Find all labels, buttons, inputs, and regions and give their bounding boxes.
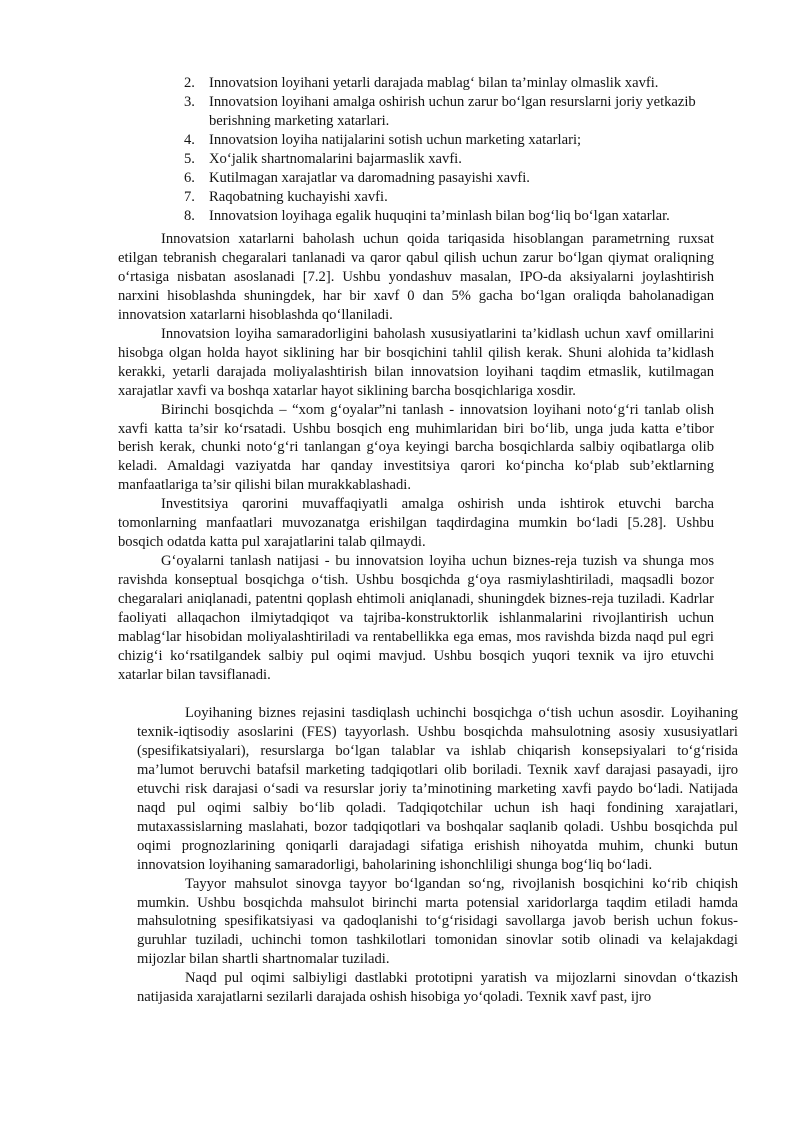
list-item-text: Innovatsion loyihaga egalik huquqini ta’minlash bilan bog‘liq bo‘lgan xatarlar. bbox=[209, 207, 670, 224]
paragraph: Tayyor mahsulot sinovga tayyor bo‘lgandan so‘ng, rivojlanish bosqichini ko‘rib chiqish mumkin. Ushbu bosqichda mahsulot birinchi marta potensial xaridorlarga taqdim etiladi hamda mahsulotning spesifikatsiyasi va qadoqlanishi to‘g‘risidagi savollarga javob berish uchun fokus-guruhlar tuziladi, uchinchi tomon tashkilotlari tomonidan sinovlar sotib olinadi va kelajakdagi mijozlar bilan shartli shartnomalar tuziladi. bbox=[137, 875, 738, 968]
body-text-block-2 bbox=[137, 704, 738, 1007]
list-item-number: 7. bbox=[184, 188, 195, 205]
list-item-number: 5. bbox=[184, 150, 195, 167]
list-item bbox=[184, 207, 754, 226]
list-item-text: Innovatsion loyiha natijalarini sotish uchun marketing xatarlari; bbox=[209, 131, 582, 148]
list-item-number: 4. bbox=[184, 131, 195, 148]
paragraph: Investitsiya qarorini muvaffaqiyatli amalga oshirish unda ishtirok etuvchi barcha tomonlarning manfaatlari muvozanatga erishilgan taqdirdagina mumkin bo‘ladi [5.28]. Ushbu bosqich odatda katta pul xarajatlarini talab qilmaydi. bbox=[118, 496, 714, 551]
list-item-number: 6. bbox=[184, 169, 195, 186]
list-item-number: 2. bbox=[184, 75, 195, 91]
list-item-text: Innovatsion loyihani yetarli darajada mablag‘ bilan ta’minlay olmaslik xavfi. bbox=[209, 75, 659, 91]
list-item bbox=[184, 93, 754, 131]
list-item-text: Raqobatning kuchayishi xavfi. bbox=[209, 188, 388, 205]
paragraph: Birinchi bosqichda – “xom g‘oyalar”ni tanlash - innovatsion loyihani noto‘g‘ri tanlab olish xavfi katta ta’sir ko‘rsatadi. Ushbu bosqich eng muhimlaridan biri bo‘lib, unga juda katta e’tibor berish kerak, chunki noto‘g‘ri tanlangan g‘oya keyingi barcha bosqichlarda salbiy oqibatlarga olib keladi. Amaldagi vaziyatda har qanday investitsiya qarori ko‘pincha ko‘plab sub’ektlarning manfaatlariga ta’sir qilishi bilan murakkablashadi. bbox=[118, 401, 714, 494]
paragraph: Innovatsion xatarlarni baholash uchun qoida tariqasida hisoblangan parametrning ruxsat etilgan tebranish chegaralari tanlanadi va qaror qabul qilish uchun zarur bo‘lgan qiymat oraliqning o‘rtasiga nisbatan asoslanadi [7.2]. Ushbu yondashuv masalan, IPO-da aksiyalarni joylashtirish narxini hisoblashda shuningdek, har bir xavf 0 dan 5% gacha bo‘lgan oraliqda baholanadigan innovatsion xatarlarni hisoblashda qo‘llaniladi. bbox=[118, 231, 714, 323]
paragraph: Loyihaning biznes rejasini tasdiqlash uchinchi bosqichga o‘tish uchun asosdir. Loyihaning texnik-iqtisodiy asoslarini (FES) tayyorlash. Ushbu bosqichda mahsulotning asosiy xususiyatlari (spesifikatsiyalari), resurslarga bo‘lgan talablar va ishlab chiqarish konsepsiyalari to‘g‘risida ma’lumot beruvchi batafsil marketing tadqiqotlari olib boriladi. Texnik xavf darajasi pasayadi, ijro etuvchi risk darajasi o‘sadi va resurslar joriy ta’minotining marketing xavfi paydo bo‘ladi. Natijada naqd pul oqimi salbiy bo‘lib qoladi. Tadqiqotchilar uchun ish haqi fondining xarajatlari, mutaxassislarning maslahati, bozor tadqiqotlari va boshqalar saqlanib qoladi. Ushbu bosqichda pul oqimi prognozlarining qoniqarli darajadagi sifatiga erishish nihoyatda muhim, chunki butun innovatsion loyihaning samaradorligi, baholarining ishonchliligi shunga bog‘liq bo‘ladi. bbox=[137, 705, 738, 873]
list-item-text: Kutilmagan xarajatlar va daromadning pasayishi xavfi. bbox=[209, 169, 530, 186]
list-item bbox=[184, 169, 754, 188]
list-item bbox=[184, 131, 754, 150]
list-item-number: 3. bbox=[184, 93, 195, 110]
risk-list bbox=[184, 74, 754, 226]
list-item bbox=[184, 188, 754, 207]
paragraph: Innovatsion loyiha samaradorligini baholash xususiyatlarini ta’kidlash uchun xavf omillarini hisobga olgan holda hayot siklining har bir bosqichini tahlil qilish kerak. Shuni alohida ta’kidlash kerakki, yetarli darajada moliyalashtirish bilan innovatsion loyihani taqdim etmaslik, kutilmagan xarajatlar xavfi va boshqa xatarlar hayot siklining barcha bosqichlariga xosdir. bbox=[118, 325, 714, 399]
list-item bbox=[184, 74, 754, 93]
list-item-text: Xo‘jalik shartnomalarini bajarmaslik xavfi. bbox=[209, 150, 462, 167]
list-item-number: 8. bbox=[184, 207, 195, 224]
list-item bbox=[184, 150, 754, 169]
list-item-text: Innovatsion loyihani amalga oshirish uchun zarur bo‘lgan resurslarni joriy yetkazib berishning marketing xatarlari. bbox=[209, 93, 696, 129]
body-text-block-1 bbox=[118, 230, 714, 685]
paragraph: G‘oyalarni tanlash natijasi - bu innovatsion loyiha uchun biznes-reja tuzish va shunga mos ravishda konseptual bosqichga o‘tish. Ushbu bosqichda g‘oya rasmiylashtiriladi, maqsadli bozor chegaralari aniqlanadi, patentni qoplash ehtimoli aniqlanadi, shuningdek biznes-reja tuziladi. Kadrlar faoliyati allaqachon ilmiytadqiqot va tajriba-konstruktorlik ishlanmalarini rivojlantirish uchun mablag‘lar hisobidan moliyalashtiriladi va rentabellikka ega emas, mos ravishda bizda naqd pul egri chizig‘i ko‘rsatilgandek salbiy pul oqimi mavjud. Ushbu bosqich yuqori texnik va ijro etuvchi xatarlar bilan tavsiflanadi. bbox=[118, 553, 714, 683]
paragraph: Naqd pul oqimi salbiyligi dastlabki prototipni yaratish va mijozlarni sinovdan o‘tkazish natijasida xarajatlarni sezilarli darajada oshish hisobiga yo‘qoladi. Texnik xavf past, ijro bbox=[137, 970, 738, 1006]
